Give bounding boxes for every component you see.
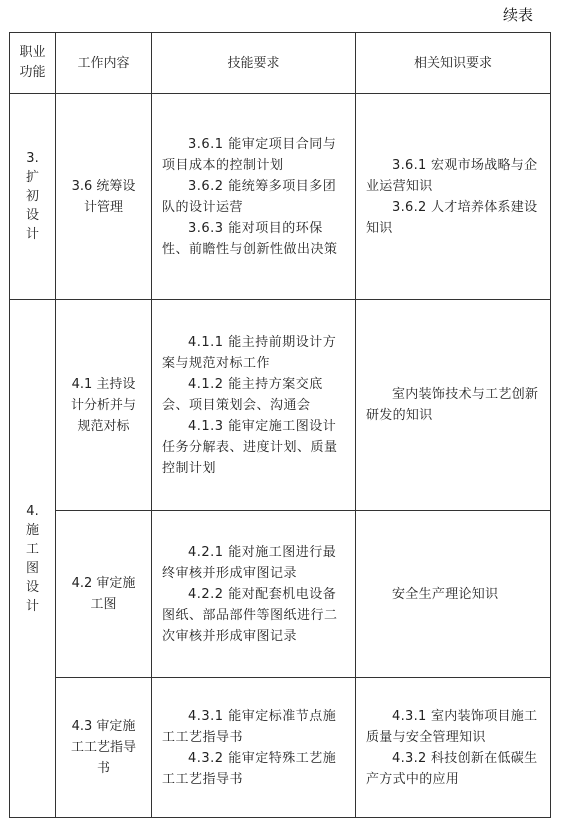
table-row bbox=[10, 511, 551, 678]
function-char: 设 bbox=[25, 208, 39, 223]
skill-cell bbox=[152, 94, 356, 300]
function-char: 4. bbox=[26, 503, 39, 519]
skill-item: 3.6.3 能对项目的环保性、前瞻性与创新性做出决策 bbox=[162, 220, 338, 257]
table-row bbox=[10, 678, 551, 818]
function-char: 计 bbox=[25, 227, 39, 242]
knowledge-item: 3.6.2 人才培养体系建设知识 bbox=[366, 199, 538, 236]
header-work-label: 工作内容 bbox=[77, 55, 130, 71]
work-content: 4.3 审定施工工艺指导书 bbox=[70, 719, 136, 776]
function-cell-4 bbox=[10, 300, 56, 818]
knowledge-item: 4.3.1 室内装饰项目施工质量与安全管理知识 bbox=[366, 708, 538, 745]
work-cell bbox=[56, 678, 152, 818]
header-function-label: 职业 功能 bbox=[19, 45, 46, 80]
header-skill-label: 技能要求 bbox=[227, 55, 280, 71]
skill-cell bbox=[152, 300, 356, 511]
skill-item: 3.6.1 能审定项目合同与项目成本的控制计划 bbox=[162, 136, 337, 173]
skill-cell bbox=[152, 678, 356, 818]
work-content: 4.1 主持设计分析并与规范对标 bbox=[70, 376, 136, 434]
knowledge-cell bbox=[356, 511, 551, 678]
header-work bbox=[56, 33, 152, 94]
header-knowledge-label: 相关知识要求 bbox=[413, 55, 492, 71]
function-cell-3 bbox=[10, 94, 56, 300]
skill-item: 4.1.2 能主持方案交底会、项目策划会、沟通会 bbox=[162, 376, 323, 413]
function-char: 扩 bbox=[25, 170, 39, 185]
skill-item: 4.2.2 能对配套机电设备图纸、部品部件等图纸进行二次审核并形成审图记录 bbox=[162, 586, 338, 644]
header-row bbox=[10, 33, 551, 94]
function-char: 计 bbox=[25, 598, 39, 614]
table-row bbox=[10, 94, 551, 300]
work-content: 3.6 统筹设计管理 bbox=[71, 178, 136, 215]
function-char: 施 bbox=[25, 522, 39, 538]
skill-item: 4.2.1 能对施工图进行最终审核并形成审图记录 bbox=[162, 544, 337, 581]
knowledge-cell bbox=[356, 94, 551, 300]
function-char: 工 bbox=[25, 541, 39, 557]
skill-item: 4.1.3 能审定施工图设计任务分解表、进度计划、质量控制计划 bbox=[162, 418, 338, 476]
knowledge-item: 3.6.1 宏观市场战略与企业运营知识 bbox=[366, 157, 538, 194]
function-char: 图 bbox=[25, 560, 39, 576]
skill-item: 4.1.1 能主持前期设计方案与规范对标工作 bbox=[162, 334, 337, 371]
header-knowledge bbox=[356, 33, 551, 94]
occupational-standard-table bbox=[9, 32, 551, 818]
function-char: 设 bbox=[25, 579, 39, 595]
skill-item: 4.3.2 能审定特殊工艺施工工艺指导书 bbox=[162, 750, 337, 787]
work-cell bbox=[56, 94, 152, 300]
knowledge-item: 安全生产理论知识 bbox=[392, 586, 499, 602]
table-caption: 续表 bbox=[502, 6, 533, 24]
header-skill bbox=[152, 33, 356, 94]
work-cell bbox=[56, 300, 152, 511]
knowledge-cell bbox=[356, 300, 551, 511]
function-char: 初 bbox=[25, 189, 39, 204]
header-function bbox=[10, 33, 56, 94]
work-content: 4.2 审定施工图 bbox=[71, 576, 136, 612]
table-row bbox=[10, 300, 551, 511]
function-char: 3. bbox=[26, 151, 39, 166]
knowledge-item: 室内装饰技术与工艺创新研发的知识 bbox=[366, 387, 539, 423]
work-cell bbox=[56, 511, 152, 678]
knowledge-item: 4.3.2 科技创新在低碳生产方式中的应用 bbox=[366, 750, 538, 787]
skill-item: 3.6.2 能统筹多项目多团队的设计运营 bbox=[162, 178, 337, 215]
skill-cell bbox=[152, 511, 356, 678]
skill-item: 4.3.1 能审定标准节点施工工艺指导书 bbox=[162, 708, 337, 745]
knowledge-cell bbox=[356, 678, 551, 818]
